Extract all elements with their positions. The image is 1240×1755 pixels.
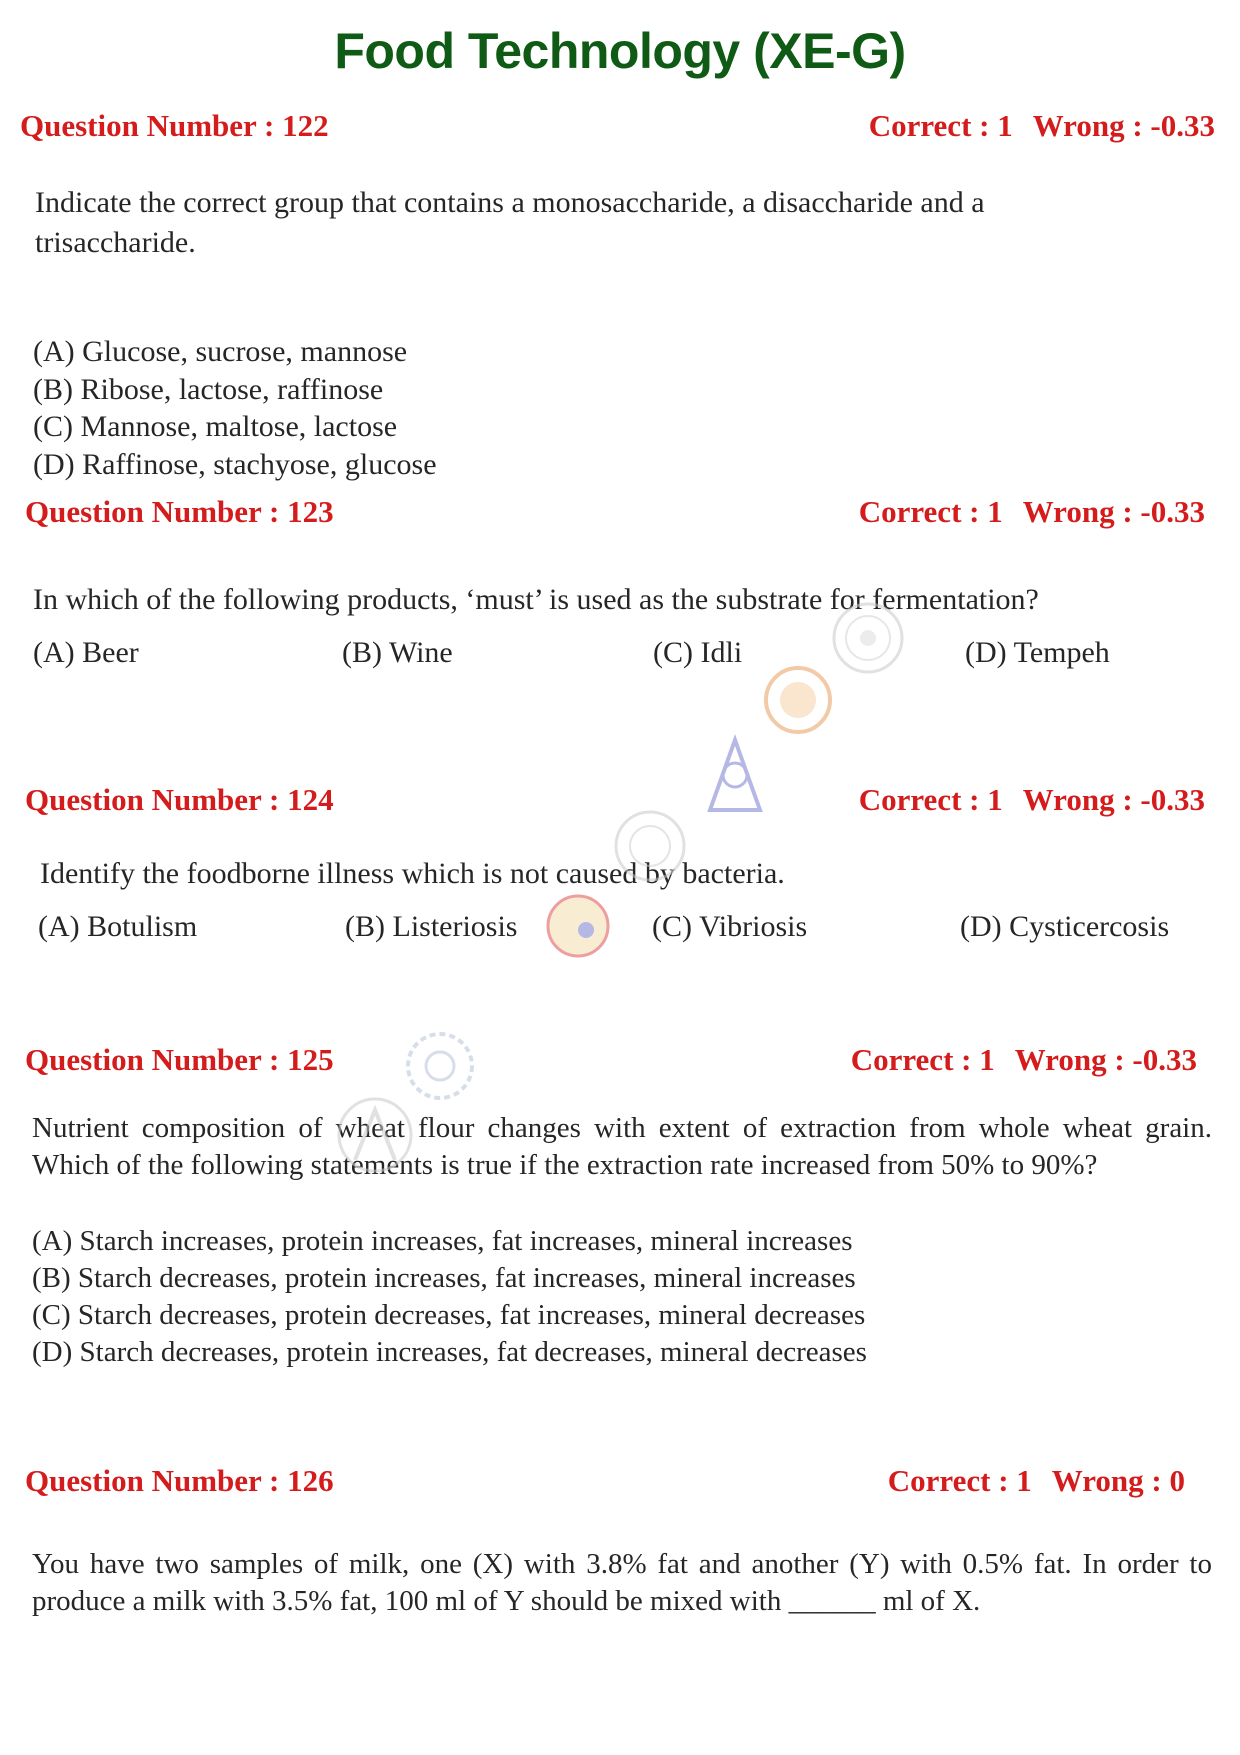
question-header [0, 494, 1240, 534]
question-126 [0, 1463, 1240, 1693]
question-stem [35, 183, 1215, 263]
stem-line: Indicate the correct group that contains a monosaccharide, a disaccharide and a [35, 186, 985, 219]
question-number: Question Number : 126 [25, 1463, 334, 1498]
institute-seal-icon [690, 730, 780, 820]
institute-seal-icon [758, 660, 838, 740]
option-d: (D) Tempeh [965, 636, 1110, 669]
question-stem: Nutrient composition of wheat flour changes with extent of extraction from whole wheat grain. Which of the following statements is true if the extraction rate increased from 50% to 90%? [32, 1112, 1212, 1181]
wrong-marks: Wrong : -0.33 [1032, 108, 1215, 143]
correct-marks: Correct : 1 [887, 1463, 1032, 1498]
wrong-marks: Wrong : -0.33 [1022, 782, 1205, 817]
question-number: Question Number : 124 [25, 782, 334, 817]
correct-marks: Correct : 1 [858, 782, 1003, 817]
option-a: (A) Glucose, sucrose, mannose [33, 335, 408, 368]
question-122 [0, 108, 1240, 508]
option-d: (D) Raffinose, stachyose, glucose [33, 447, 437, 481]
question-stem: You have two samples of milk, one (X) with 3.8% fat and another (Y) with 0.5% fat. In order to produce a milk with 3.5% fat, 100 ml of Y should be mixed with ______ ml of X. [32, 1548, 1212, 1617]
wrong-marks: Wrong : -0.33 [1014, 1042, 1197, 1077]
option-c: (C) Idli [653, 636, 743, 669]
question-header [0, 1042, 1240, 1082]
option-a: (A) Beer [33, 636, 139, 669]
option-list [33, 333, 437, 483]
option-a: (A) Botulism [38, 910, 198, 943]
stem-line: trisaccharide. [35, 226, 196, 259]
institute-seal-icon [828, 598, 908, 678]
marks-info [851, 1042, 1197, 1078]
marks-info [859, 494, 1205, 530]
wrong-marks: Wrong : -0.33 [1022, 494, 1205, 529]
marks-info [888, 1463, 1185, 1499]
option-a: (A) Starch increases, protein increases, fat increases, mineral increases [32, 1225, 853, 1257]
option-list [32, 1223, 867, 1371]
option-c: (C) Mannose, maltose, lactose [33, 410, 398, 443]
correct-marks: Correct : 1 [868, 108, 1013, 143]
option-d: (D) Cysticercosis [960, 910, 1170, 943]
option-b: (B) Ribose, lactose, raffinose [33, 372, 384, 406]
page-title: Food Technology (XE-G) [334, 23, 906, 79]
question-number: Question Number : 123 [25, 494, 334, 529]
question-123 [0, 494, 1240, 694]
marks-info [869, 108, 1215, 144]
wrong-marks: Wrong : 0 [1051, 1463, 1185, 1498]
question-header [0, 1463, 1240, 1503]
institute-seal-icon [330, 1090, 420, 1180]
option-b: (B) Wine [342, 636, 453, 669]
option-c: (C) Starch decreases, protein decreases, fat increases, mineral decreases [32, 1299, 866, 1331]
option-b: (B) Listeriosis [345, 910, 518, 943]
option-c: (C) Vibriosis [652, 910, 808, 943]
correct-marks: Correct : 1 [858, 494, 1003, 529]
institute-seal-icon [538, 886, 618, 966]
question-stem: In which of the following products, ‘must’ is used as the substrate for fermentation? [33, 583, 1039, 616]
option-d: (D) Starch decreases, protein increases, fat decreases, mineral decreases [32, 1336, 867, 1368]
question-stem: Identify the foodborne illness which is not caused by bacteria. [40, 857, 785, 890]
correct-marks: Correct : 1 [850, 1042, 995, 1077]
marks-info [859, 782, 1205, 818]
question-number: Question Number : 122 [20, 108, 329, 143]
question-header [0, 108, 1240, 148]
option-b: (B) Starch decreases, protein increases, fat increases, mineral increases [32, 1262, 856, 1294]
question-125 [0, 1042, 1240, 1462]
question-number: Question Number : 125 [25, 1042, 334, 1077]
institute-seal-icon [610, 806, 690, 886]
